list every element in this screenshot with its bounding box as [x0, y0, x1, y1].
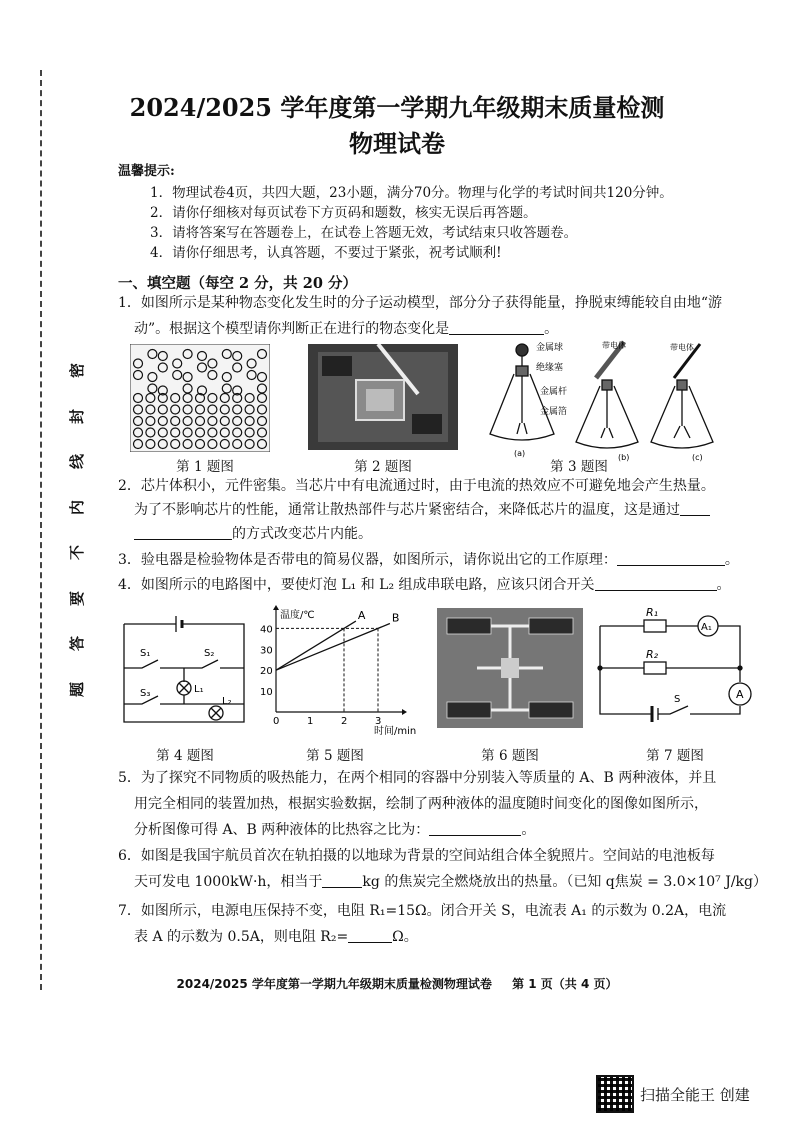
figure-2-chip-photo — [308, 344, 458, 450]
seal-char: 密 — [68, 362, 87, 379]
figure-7-circuit — [594, 602, 756, 728]
seal-char: 不 — [68, 545, 87, 561]
fig7-label: R₁ — [646, 606, 659, 619]
fig3-sub: (a) — [514, 449, 526, 458]
y-axis-label: 温度/℃ — [280, 610, 315, 621]
page-footer — [0, 975, 794, 992]
figure-1-molecule-model — [130, 344, 270, 452]
note-item: 2．请你仔细核对每页试卷下方页码和题数，核实无误后再答题。 — [150, 205, 537, 221]
question-2-line1: 2．芯片体积小，元件密集。当芯片中有电流通过时，由于电流的热效应不可避免地会产生热量。 — [118, 478, 715, 494]
fig3-label: 金属箔 — [540, 407, 568, 417]
figure-4-caption: 第 4 题图 — [156, 748, 214, 764]
x-axis-label: 时间/min — [374, 726, 417, 736]
figure-1-caption: 第 1 题图 — [176, 459, 234, 475]
question-7-line1: 7．如图所示，电源电压保持不变，电阻 R₁=15Ω。闭合开关 S，电流表 A₁ 的示数为 0.2A，电流 — [118, 903, 727, 919]
answer-blank[interactable] — [322, 871, 362, 888]
question-5-line2: 用完全相同的装置加热，根据实验数据，绘制了两种液体的温度随时间变化的图像如图所示， — [134, 796, 708, 812]
y-tick-label: 20 — [260, 666, 273, 678]
fig4-label: L₂ — [222, 696, 232, 707]
x-tick-label: 3 — [375, 716, 382, 727]
exam-title: 2024/2025 学年度第一学期九年级期末质量检测 — [129, 93, 665, 122]
seal-char: 线 — [68, 454, 87, 470]
question-5-text: 分析图像可得 A、B 两种液体的比热容之比为： — [134, 822, 430, 838]
fig3-label: 金属球 — [536, 343, 564, 353]
fig7-label: R₂ — [646, 648, 659, 661]
fig3-label: 绝缘塞 — [536, 363, 564, 373]
footer-exam-name: 2024/2025 学年度第一学期九年级期末质量检测物理试卷 — [176, 977, 492, 991]
figure-4-circuit — [118, 610, 250, 730]
question-7-text: 表 A 的示数为 0.5A，则电阻 R₂= — [134, 929, 349, 945]
question-5-line3 — [134, 817, 535, 844]
question-1-text: 动”。根据这个模型请你判断正在进行的物态变化是 — [134, 321, 450, 337]
question-2-text: 为了不影响芯片的性能，通常让散热部件与芯片紧密结合，来降低芯片的温度，这是通过 — [134, 502, 680, 518]
series-line-B — [276, 624, 390, 671]
fig7-label: A — [736, 688, 744, 701]
scanner-label: 扫描全能王 创建 — [640, 1085, 750, 1104]
figure-3-caption: 第 3 题图 — [550, 459, 608, 475]
answer-blank[interactable] — [134, 523, 232, 540]
note-item: 1．物理试卷4页，共四大题，23小题，满分70分。物理与化学的考试时间共120分钟。 — [150, 185, 673, 201]
fig3-label: 金属杆 — [540, 387, 568, 397]
question-3-end: 。 — [724, 552, 739, 568]
question-4-end: 。 — [716, 577, 731, 593]
seal-char: 答 — [68, 636, 87, 652]
note-item: 3．请将答案写在答题卷上，在试卷上答题无效，考试结束只收答题卷。 — [150, 225, 578, 241]
question-6-text: kg 的焦炭完全燃烧放出的热量。（已知 q焦炭 = 3.0×10⁷ J/kg） — [362, 874, 768, 890]
question-5-end: 。 — [521, 822, 536, 838]
seal-char: 封 — [68, 408, 87, 424]
seal-char: 要 — [68, 590, 87, 606]
question-4-text: 4．如图所示的电路图中，要使灯泡 L₁ 和 L₂ 组成串联电路，应该只闭合开关 — [118, 577, 595, 593]
fig3-sub: (b) — [618, 453, 630, 462]
answer-blank[interactable] — [429, 819, 521, 836]
y-tick-label: 40 — [260, 624, 273, 636]
footer-page-number: 第 1 页（共 4 页） — [512, 977, 618, 991]
question-2-line3 — [134, 521, 372, 548]
answer-blank[interactable] — [348, 926, 392, 943]
fig7-label: S — [674, 694, 681, 705]
series-label-B: B — [391, 611, 400, 625]
seal-char: 题 — [68, 681, 87, 697]
fig4-label: L₁ — [194, 684, 204, 695]
fig3-sub: (c) — [692, 453, 703, 462]
scanner-watermark — [596, 1075, 750, 1113]
qr-code-icon — [596, 1075, 634, 1113]
fig7-label: A₁ — [701, 622, 712, 633]
series-label-A: A — [357, 609, 366, 623]
figure-6-space-station-photo — [437, 608, 583, 728]
x-tick-label: 2 — [341, 716, 348, 727]
binding-dashed-line — [40, 70, 42, 990]
question-4 — [118, 572, 731, 599]
figure-5-caption: 第 5 题图 — [306, 748, 364, 764]
question-2-line2 — [134, 497, 710, 524]
answer-blank[interactable] — [449, 318, 544, 335]
figure-3-electroscope — [484, 338, 724, 462]
y-tick-label: 10 — [260, 687, 273, 699]
question-1-end: 。 — [544, 321, 559, 337]
y-tick-label: 30 — [260, 645, 273, 657]
answer-blank[interactable] — [595, 574, 717, 591]
figure-6-caption: 第 6 题图 — [481, 748, 539, 764]
exam-subtitle: 物理试卷 — [349, 129, 445, 158]
question-3 — [118, 547, 739, 574]
question-3-text: 3．验电器是检验物体是否带电的简易仪器，如图所示，请你说出它的工作原理： — [118, 552, 617, 568]
seal-warning-column — [62, 360, 92, 700]
answer-blank[interactable] — [680, 499, 710, 516]
seal-char: 内 — [68, 499, 87, 515]
question-7-line2 — [134, 924, 418, 951]
fig3-charged-label: 带电体 — [602, 341, 626, 350]
fig4-label: S₁ — [140, 648, 151, 659]
figure-7-caption: 第 7 题图 — [646, 748, 704, 764]
x-tick-label: 1 — [307, 716, 314, 727]
fig4-label: S₃ — [140, 688, 151, 699]
notes-heading: 温馨提示: — [118, 164, 175, 179]
question-6-text: 天可发电 1000kW·h，相当于 — [134, 874, 323, 890]
question-7-end: Ω。 — [392, 929, 418, 945]
x-axis-arrow — [402, 709, 407, 715]
note-item: 4．请你仔细思考，认真答题，不要过于紧张，祝考试顺利! — [150, 245, 502, 261]
answer-blank[interactable] — [617, 549, 725, 566]
question-6-line2 — [134, 869, 767, 896]
question-2-text: 的方式改变芯片内能。 — [232, 526, 372, 542]
figure-2-caption: 第 2 题图 — [354, 459, 412, 475]
fig3-charged-label: 带电体 — [670, 343, 694, 352]
section-heading: 一、填空题（每空 2 分，共 20 分） — [118, 275, 357, 292]
fig4-label: S₂ — [204, 648, 215, 659]
y-axis-arrow — [273, 605, 279, 610]
figure-5-chart — [256, 600, 424, 736]
question-6-line1: 6．如图是我国宇航员首次在轨拍摄的以地球为背景的空间站组合体全貌照片。空间站的电池板每 — [118, 848, 715, 864]
question-5-line1: 5．为了探究不同物质的吸热能力，在两个相同的容器中分别装入等质量的 A、B 两种液体，并且 — [118, 770, 717, 786]
x-tick-label: 0 — [273, 716, 280, 727]
question-1-line1: 1．如图所示是某种物态变化发生时的分子运动模型，部分分子获得能量，挣脱束缚能较自由地“游 — [118, 295, 723, 311]
